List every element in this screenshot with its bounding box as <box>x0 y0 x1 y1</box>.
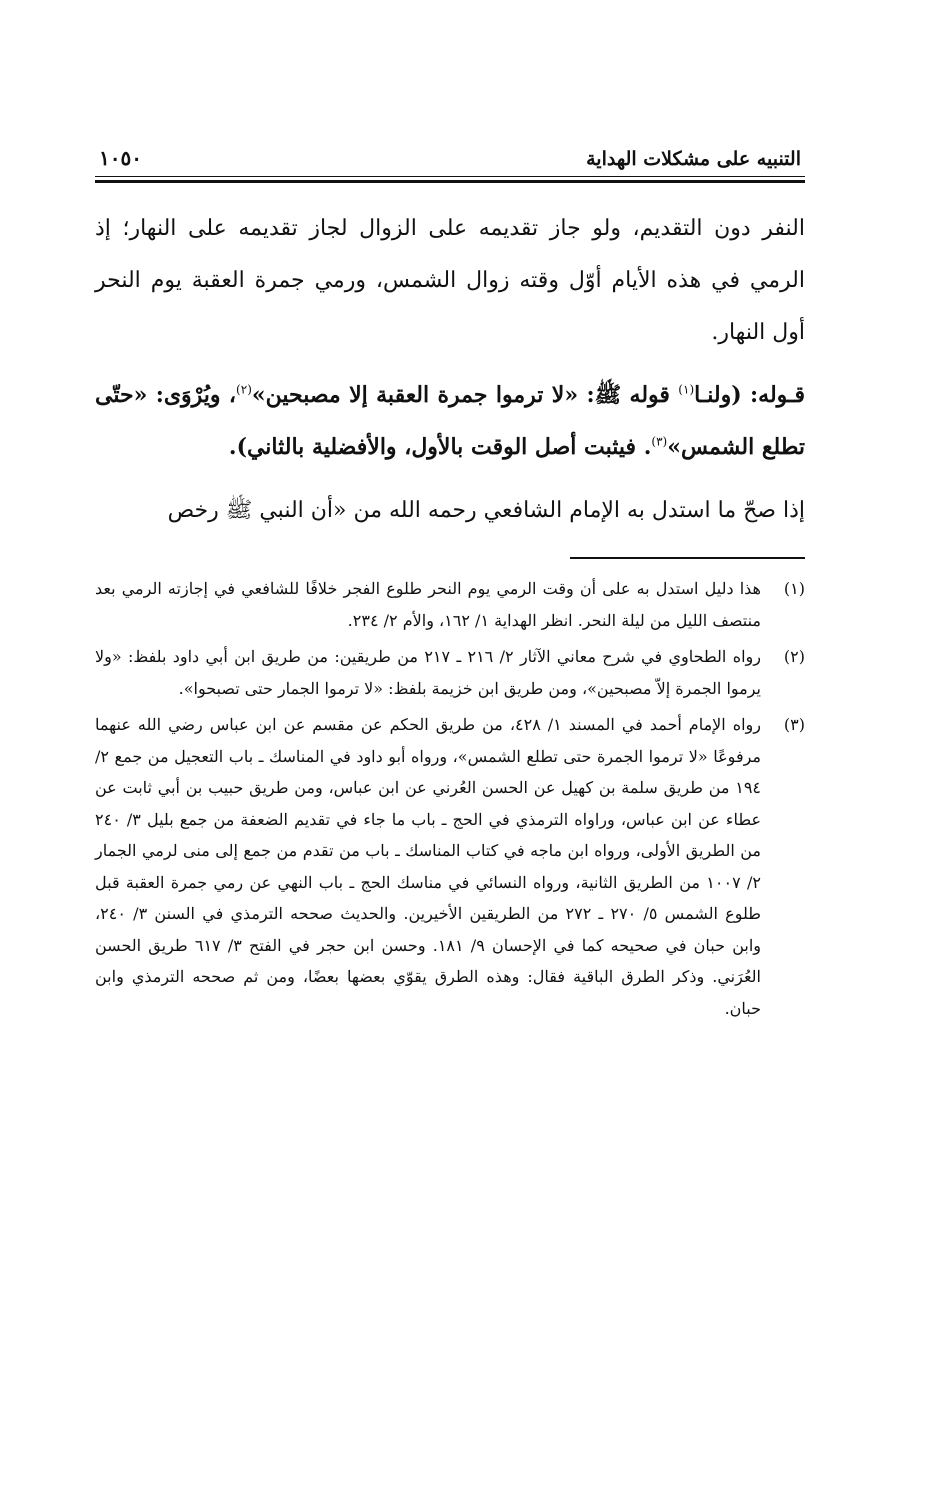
footnote-number: (٣) <box>783 715 805 734</box>
footnotes <box>95 573 805 1024</box>
footnote-ref-2: (٢) <box>236 382 252 397</box>
paragraph-3: إذا صحّ ما استدل به الإمام الشافعي رحمه الله من «أن النبي ﷺ رخص <box>167 498 805 523</box>
header-rule-thick <box>95 180 805 183</box>
footnote-text: هذا دليل استدل به على أن وقت الرمي يوم النحر طلوع الفجر خلافًا للشافعي في إجازته الرمي بعد منتصف الليل من ليلة النحر. انظر الهداية ١/ ١٦٢، والأم ٢/ ٢٣٤. <box>95 579 761 630</box>
header-rule-thin <box>95 176 805 177</box>
paragraph-2-quote <box>95 369 805 473</box>
footnote-number: (٢) <box>783 647 805 666</box>
footnote <box>95 573 805 636</box>
footnote-text: رواه الطحاوي في شرح معاني الآثار ٢/ ٢١٦ ـ ٢١٧ من طريقين: من طريق ابن أبي داود بلفظ: «ولا يرموا الجمرة إلاّ مصبحين»، ومن طريق ابن خزيمة بلفظ: «لا ترموا الجمار حتى تصبحوا». <box>95 647 762 698</box>
footnote-separator <box>570 557 805 559</box>
page-number: ١٠٥٠ <box>99 146 142 170</box>
footnote-ref-3: (٣) <box>651 434 668 449</box>
footnote <box>95 641 805 704</box>
footnote <box>95 709 805 1024</box>
book-page <box>95 130 805 1029</box>
paragraph-1: النفر دون التقديم، ولو جاز تقديمه على الزوال لجاز تقديمه على النهار؛ إذ الرمي في هذه الأيام أوّل وقته زوال الشمس، ورمي جمرة العقبة يوم النحر أول النهار. <box>95 216 805 345</box>
quote-part-1: قـوله: (ولنـا <box>694 382 805 408</box>
running-header <box>95 130 805 170</box>
footnote-number: (١) <box>783 579 805 598</box>
running-title: التنبيه على مشكلات الهداية <box>586 148 801 170</box>
quote-part-4: . فيثبت أصل الوقت بالأول، والأفضلية بالثاني). <box>228 434 652 460</box>
main-text <box>95 203 805 537</box>
quote-part-3: ، ويُرْوَى: «حتّى تطلع الشمس» <box>95 382 805 460</box>
footnote-ref-1: (١) <box>678 382 695 397</box>
footnote-text: رواه الإمام أحمد في المسند ١/ ٤٢٨، من طريق الحكم عن مقسم عن ابن عباس رضي الله عنهما مرفوعًا «لا ترموا الجمرة حتى تطلع الشمس»، ورواه أبو داود في المناسك ـ باب التعجيل من جمع ٢/ ١٩٤ من طريق سلمة بن كهيل عن الحسن العُرني عن ابن عباس، ومن طريق حبيب بن أبي ثابت عن عطاء عن ابن عباس، وراواه الترمذي في الحج ـ باب ما جاء في تقديم الضعفة من جمع بليل ٣/ ٢٤٠ من الطريق الأولى، ورواه ابن ماجه في كتاب المناسك ـ باب من تقدم من جمع إلى منى لرمي الجمار ٢/ ١٠٠٧ من الطريق الثانية، ورواه النسائي في مناسك الحج ـ باب النهي عن رمي جمرة العقبة قبل طلوع الشمس ٥/ ٢٧٠ ـ ٢٧٢ من الطريقين الأخيرين. والحديث صححه الترمذي في السنن ٣/ ٢٤٠، وابن حبان في صحيحه كما في الإحسان ٩/ ١٨١. وحسن ابن حجر في الفتح ٣/ ٦١٧ طريق الحسن العُرَني. وذكر الطرق الباقية فقال: وهذه الطرق يقوّي بعضها بعضًا، ومن ثم صححه الترمذي وابن حبان. <box>95 715 762 1018</box>
quote-part-2: قوله ﷺ: «لا ترموا جمرة العقبة إلا مصبحين» <box>251 382 679 408</box>
